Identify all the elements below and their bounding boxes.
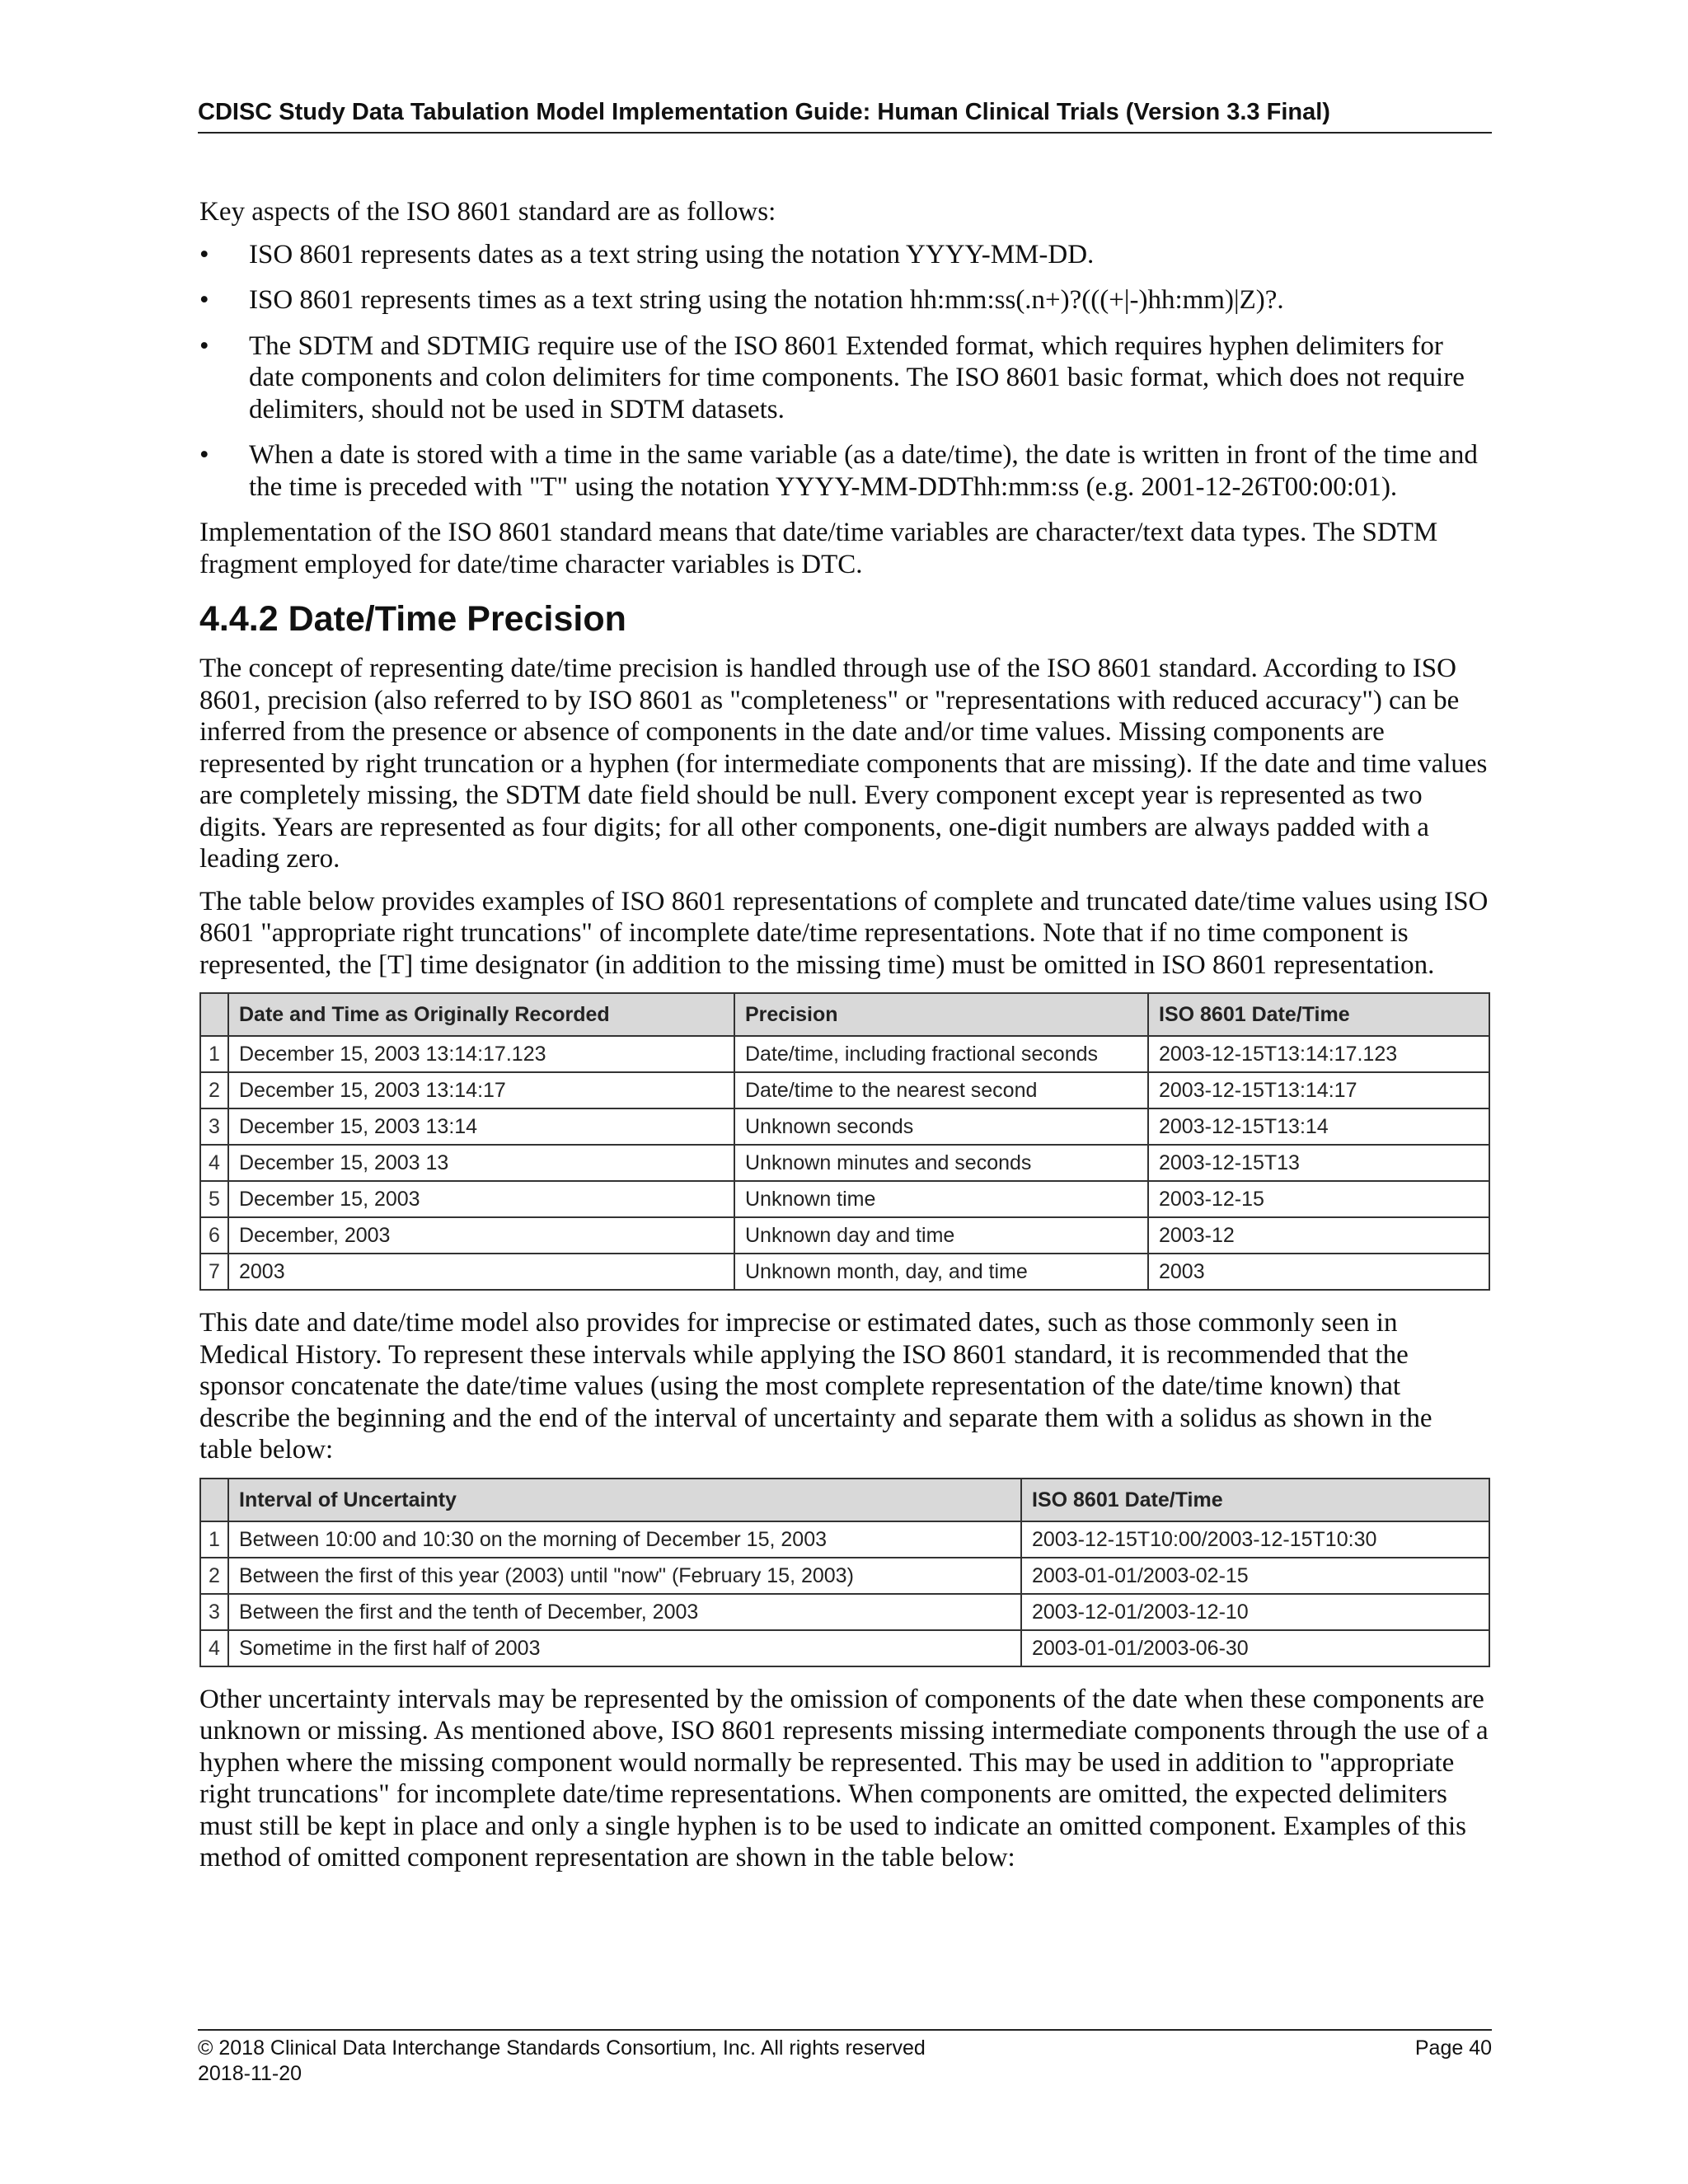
bullet-icon: • — [199, 330, 209, 361]
bullet-icon: • — [199, 440, 209, 470]
uncertainty-intervals-table — [199, 1478, 1490, 1667]
table-row: 3 Between the first and the tenth of December, 2003 2003-12-01/2003-12-10 — [200, 1594, 1489, 1630]
list-item: • ISO 8601 represents times as a text string using the notation hh:mm:ss(.n+)?(((+|-)hh:mm)|Z)?. — [199, 285, 1284, 315]
table-row: 1 Between 10:00 and 10:30 on the morning of December 15, 2003 2003-12-15T10:00/2003-12-15T10:30 — [200, 1521, 1489, 1558]
table-row: 5 December 15, 2003 Unknown time 2003-12-15 — [200, 1181, 1489, 1217]
intro-paragraph: Key aspects of the ISO 8601 standard are as follows: — [199, 197, 776, 227]
column-header-index — [200, 993, 228, 1036]
bullet-icon: • — [199, 285, 209, 315]
imprecise-dates-paragraph: This date and date/time model also provides for imprecise or estimated dates, such as those commonly seen in Medical History. To represent these intervals while applying the ISO 8601 standard, it is recommended that the sponsor concatenate the date/time values (using the most complete representation of the date/time known) that describe the beginning and the end of the interval of uncertainty and separate them with a solidus as shown in the table below: — [199, 1308, 1432, 1465]
table-header-row — [200, 993, 1489, 1036]
list-item: • The SDTM and SDTMIG require use of the ISO 8601 Extended format, which requires hyphen delimiters for date components and colon delimiters for time components. The ISO 8601 basic format, which does not require delimiters, should not be used in SDTM datasets. — [199, 330, 1465, 424]
table-row: 4 December 15, 2003 13 Unknown minutes and seconds 2003-12-15T13 — [200, 1145, 1489, 1181]
table1-intro-paragraph: The table below provides examples of ISO 8601 representations of complete and truncated date/time values using ISO 8601 "appropriate right truncations" of incomplete date/time representations. Note that if no time component is represented, the [T] time designator (in addition to the missing time) must be omitted in ISO 8601 representation. — [199, 886, 1489, 980]
column-header-original: Date and Time as Originally Recorded — [228, 993, 734, 1036]
table-row: 2 December 15, 2003 13:14:17 Date/time to the nearest second 2003-12-15T13:14:17 — [200, 1072, 1489, 1108]
publication-date: 2018-11-20 — [198, 2062, 302, 2085]
column-header-iso: ISO 8601 Date/Time — [1148, 993, 1489, 1036]
precision-examples-table — [199, 992, 1490, 1291]
list-item: • When a date is stored with a time in the same variable (as a date/time), the date is written in front of the time and the time is preceded with "T" using the notation YYYY-MM-DDThh:mm:ss (e.g. 2001-12-26T00:00:01). — [199, 440, 1478, 502]
copyright-notice: © 2018 Clinical Data Interchange Standards Consortium, Inc. All rights reserved — [198, 2036, 926, 2060]
column-header-iso: ISO 8601 Date/Time — [1021, 1479, 1489, 1521]
table-row: 6 December, 2003 Unknown day and time 2003-12 — [200, 1217, 1489, 1254]
column-header-interval: Interval of Uncertainty — [228, 1479, 1021, 1521]
iso-aspects-list — [199, 239, 1490, 504]
list-item: • ISO 8601 represents dates as a text string using the notation YYYY-MM-DD. — [199, 239, 1095, 269]
table-row: 7 2003 Unknown month, day, and time 2003 — [200, 1254, 1489, 1290]
table-row: 3 December 15, 2003 13:14 Unknown seconds 2003-12-15T13:14 — [200, 1108, 1489, 1145]
table-row: 2 Between the first of this year (2003) until "now" (February 15, 2003) 2003-01-01/2003-02-15 — [200, 1558, 1489, 1594]
page-number: Page 40 — [1414, 2036, 1492, 2060]
implementation-paragraph: Implementation of the ISO 8601 standard means that date/time variables are character/text data types. The SDTM fragment employed for date/time character variables is DTC. — [199, 518, 1438, 579]
bullet-icon: • — [199, 239, 209, 269]
column-header-precision: Precision — [734, 993, 1148, 1036]
table-row: 4 Sometime in the first half of 2003 2003-01-01/2003-06-30 — [200, 1630, 1489, 1666]
precision-concept-paragraph: The concept of representing date/time precision is handled through use of the ISO 8601 standard. According to ISO 8601, precision (also referred to by ISO 8601 as "completeness" or "representations with reduced accuracy") can be inferred from the presence or absence of components in the date and/or time values. Missing components are represented by right truncation or a hyphen (for intermediate components that are missing). If the date and time values are completely missing, the SDTM date field should be null. Every component except year is represented as two digits. Years are represented as four digits; for all other components, one-digit numbers are always padded with a leading zero. — [199, 654, 1488, 874]
document-page — [198, 0, 1492, 2184]
running-header: CDISC Study Data Tabulation Model Implementation Guide: Human Clinical Trials (Version 3.3 Final) — [198, 97, 1492, 134]
omitted-components-paragraph: Other uncertainty intervals may be represented by the omission of components of the date when these components are unknown or missing. As mentioned above, ISO 8601 represents missing intermediate components through the use of a hyphen where the missing component would normally be represented. This may be used in addition to "appropriate right truncations" for incomplete date/time representations. When components are omitted, the expected delimiters must still be kept in place and only a single hyphen is to be used to indicate an omitted component. Examples of this method of omitted component representation are shown in the table below: — [199, 1684, 1489, 1872]
section-heading: 4.4.2 Date/Time Precision — [199, 599, 626, 639]
page-content — [199, 196, 1490, 1885]
page-footer — [198, 2029, 1492, 2087]
table-row: 1 December 15, 2003 13:14:17.123 Date/time, including fractional seconds 2003-12-15T13:14:17.123 — [200, 1036, 1489, 1072]
table-header-row — [200, 1479, 1489, 1521]
column-header-index — [200, 1479, 228, 1521]
